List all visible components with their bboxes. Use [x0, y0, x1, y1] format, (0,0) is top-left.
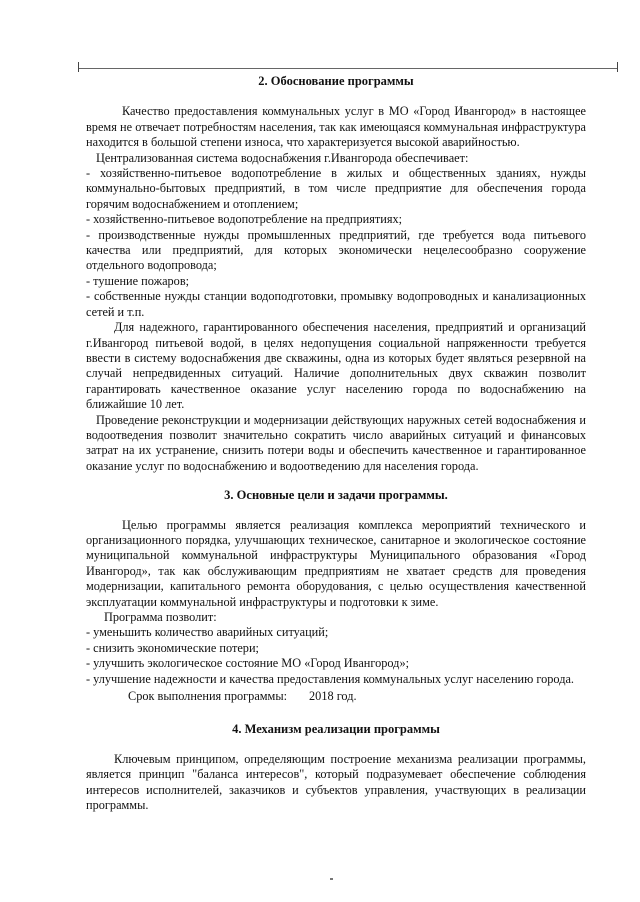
section-3-paragraph-2: Программа позволит:: [104, 610, 217, 624]
section-4-title: 4. Механизм реализации программы: [232, 722, 440, 737]
section-2-list-item: - тушение пожаров;: [86, 273, 190, 288]
section-2-paragraph-3: Для надежного, гарантированного обеспечения населения, предприятий и организаций г.Ивангород питьевой водой, в целях недопущения социальной напряженности требуется ввести в систему водоснабжения две скважины, одна из которых будет являться резервной на случай непредвиденных ситуаций. Наличие дополнительных двух скважин позволит гарантировать качественное оказание услуг населению города по водоснабжению на ближайшие 10 лет.: [86, 320, 586, 412]
section-3-list-item: - уменьшить количество аварийных ситуаций;: [86, 625, 329, 640]
header-rule-right-tick: [617, 62, 618, 72]
section-2-list-item: - производственные нужды промышленных предприятий, где требуется вода питьевого качества или предприятий, для которых экономически нецелесообразно сооружение отдельного водопровода;: [86, 227, 586, 273]
section-3-title: 3. Основные цели и задачи программы.: [224, 488, 448, 503]
program-deadline: [86, 689, 586, 704]
header-rule: [78, 68, 618, 69]
scan-speck: [330, 878, 333, 880]
section-2-paragraph-2: Централизованная система водоснабжения г.Ивангорода обеспечивает:: [96, 150, 469, 165]
deadline-value: 2018 год.: [309, 689, 357, 704]
section-2-paragraph-1: Качество предоставления коммунальных услуг в МО «Город Ивангород» в настоящее время не отвечает потребностям населения, так как имеющаяся коммунальная инфраструктура находится в большой степени износа, что характеризуется высокой аварийностью.: [86, 104, 586, 150]
header-rule-left-tick: [78, 62, 79, 72]
section-3-list-item: - снизить экономические потери;: [86, 640, 259, 655]
document-body: [86, 74, 586, 813]
section-2-title: 2. Обоснование программы: [258, 74, 414, 88]
section-3-list-item: - улучшить экологическое состояние МО «Город Ивангород»;: [86, 656, 410, 671]
section-2-list-item: - хозяйственно-питьевое водопотребление на предприятиях;: [86, 212, 403, 227]
section-2-list-item: - хозяйственно-питьевое водопотребление в жилых и общественных зданиях, нужды коммунально-бытовых предприятий, в том числе предприятие для обеспечения города горячим водоснабжением и отоплением;: [86, 166, 586, 211]
section-2-paragraph-4: Проведение реконструкции и модернизации действующих наружных сетей водоснабжения и водоотведения позволит значительно сократить число аварийных ситуаций и финансовых затрат на их устранение, снизить потери воды и обеспечить качественное и гарантированное оказание услуг по водоснабжению и водоотведению для населения города.: [86, 412, 586, 473]
section-3-paragraph-1: Целью программы является реализация комплекса мероприятий технического и организационного порядка, улучшающих техническое, санитарное и экологическое состояние муниципальной коммунальной инфраструктуры Муниципального образования «Город Ивангород», так как обслуживающим предприятиям не хватает средств для проведения модернизации, капитального ремонта оборудования, с целью осуществления качественной эксплуатации коммунальной инфраструктуры и подготовки к зиме.: [86, 517, 586, 609]
section-3-list-item: - улучшение надежности и качества предоставления коммунальных услуг населению города.: [86, 671, 574, 686]
section-2-list-item: - собственные нужды станции водоподготовки, промывку водопроводных и канализационных сетей и т.п.: [86, 289, 586, 319]
section-4-paragraph-1: Ключевым принципом, определяющим построение механизма реализации программы, является принцип "баланса интересов", который подразумевает обеспечение соблюдения интересов исполнителей, заказчиков и субъектов управления, участвующих в реализации программы.: [86, 751, 586, 813]
deadline-label: Срок выполнения программы:: [128, 689, 288, 704]
